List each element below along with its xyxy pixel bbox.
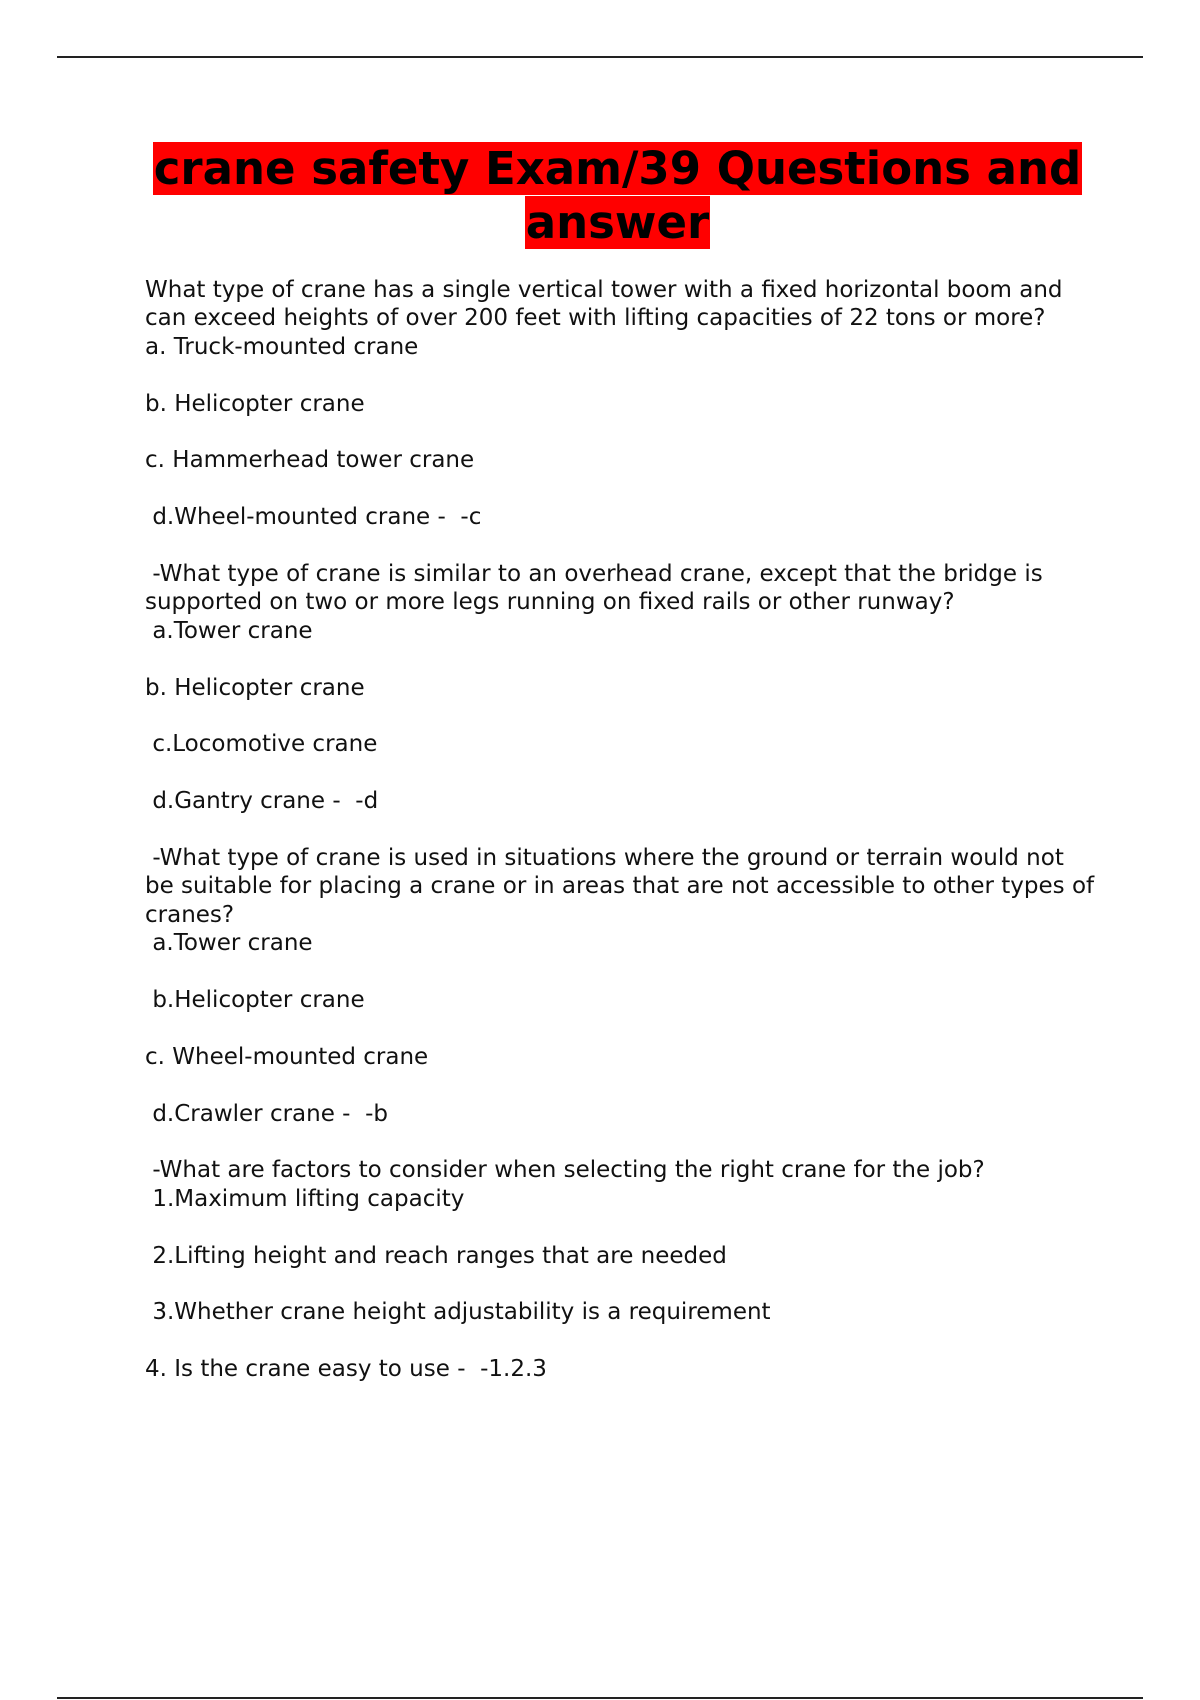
answer-option: 1.Maximum lifting capacity	[145, 1185, 465, 1212]
answer-option: c. Hammerhead tower crane	[145, 447, 475, 474]
answer-option: d.Crawler crane - -b	[145, 1100, 389, 1127]
answer-option: d.Gantry crane - -d	[145, 788, 379, 815]
question-block-1	[145, 276, 1095, 532]
answer-option: b. Helicopter crane	[145, 674, 365, 701]
question-block-4	[145, 1156, 1095, 1383]
answer-option: a.Tower crane	[145, 617, 313, 644]
question-list	[145, 276, 1102, 1412]
answer-option: a.Tower crane	[145, 930, 313, 957]
question-block-3	[145, 844, 1102, 1128]
question-text: -What type of crane is similar to an overhead crane, except that the bridge is supported on two or more legs running on fixed rails or other runway?	[145, 561, 1051, 616]
top-rule	[57, 56, 1143, 58]
answer-option: 4. Is the crane easy to use - -1.2.3	[145, 1356, 547, 1383]
bottom-rule	[57, 1697, 1143, 1699]
question-text: -What type of crane is used in situations where the ground or terrain would not be suitable for placing a crane or in areas that are not accessible to other types of cranes?	[145, 845, 1102, 928]
answer-option: 2.Lifting height and reach ranges that are needed	[145, 1242, 727, 1269]
answer-option: 3.Whether crane height adjustability is a requirement	[145, 1299, 771, 1326]
answer-option: a. Truck-mounted crane	[145, 333, 419, 360]
document-title	[145, 142, 1090, 250]
answer-option: b. Helicopter crane	[145, 390, 365, 417]
question-block-2	[145, 560, 1095, 816]
answer-option: b.Helicopter crane	[145, 987, 365, 1014]
document-title-text: crane safety Exam/39 Questions and answer	[153, 142, 1082, 249]
answer-option: c.Locomotive crane	[145, 731, 378, 758]
question-text: What type of crane has a single vertical tower with a fixed horizontal boom and can exceed heights of over 200 feet with lifting capacities of 22 tons or more?	[145, 277, 1070, 332]
question-text: -What are factors to consider when selecting the right crane for the job?	[145, 1157, 985, 1184]
answer-option: d.Wheel-mounted crane - -c	[145, 504, 482, 531]
answer-option: c. Wheel-mounted crane	[145, 1043, 429, 1070]
